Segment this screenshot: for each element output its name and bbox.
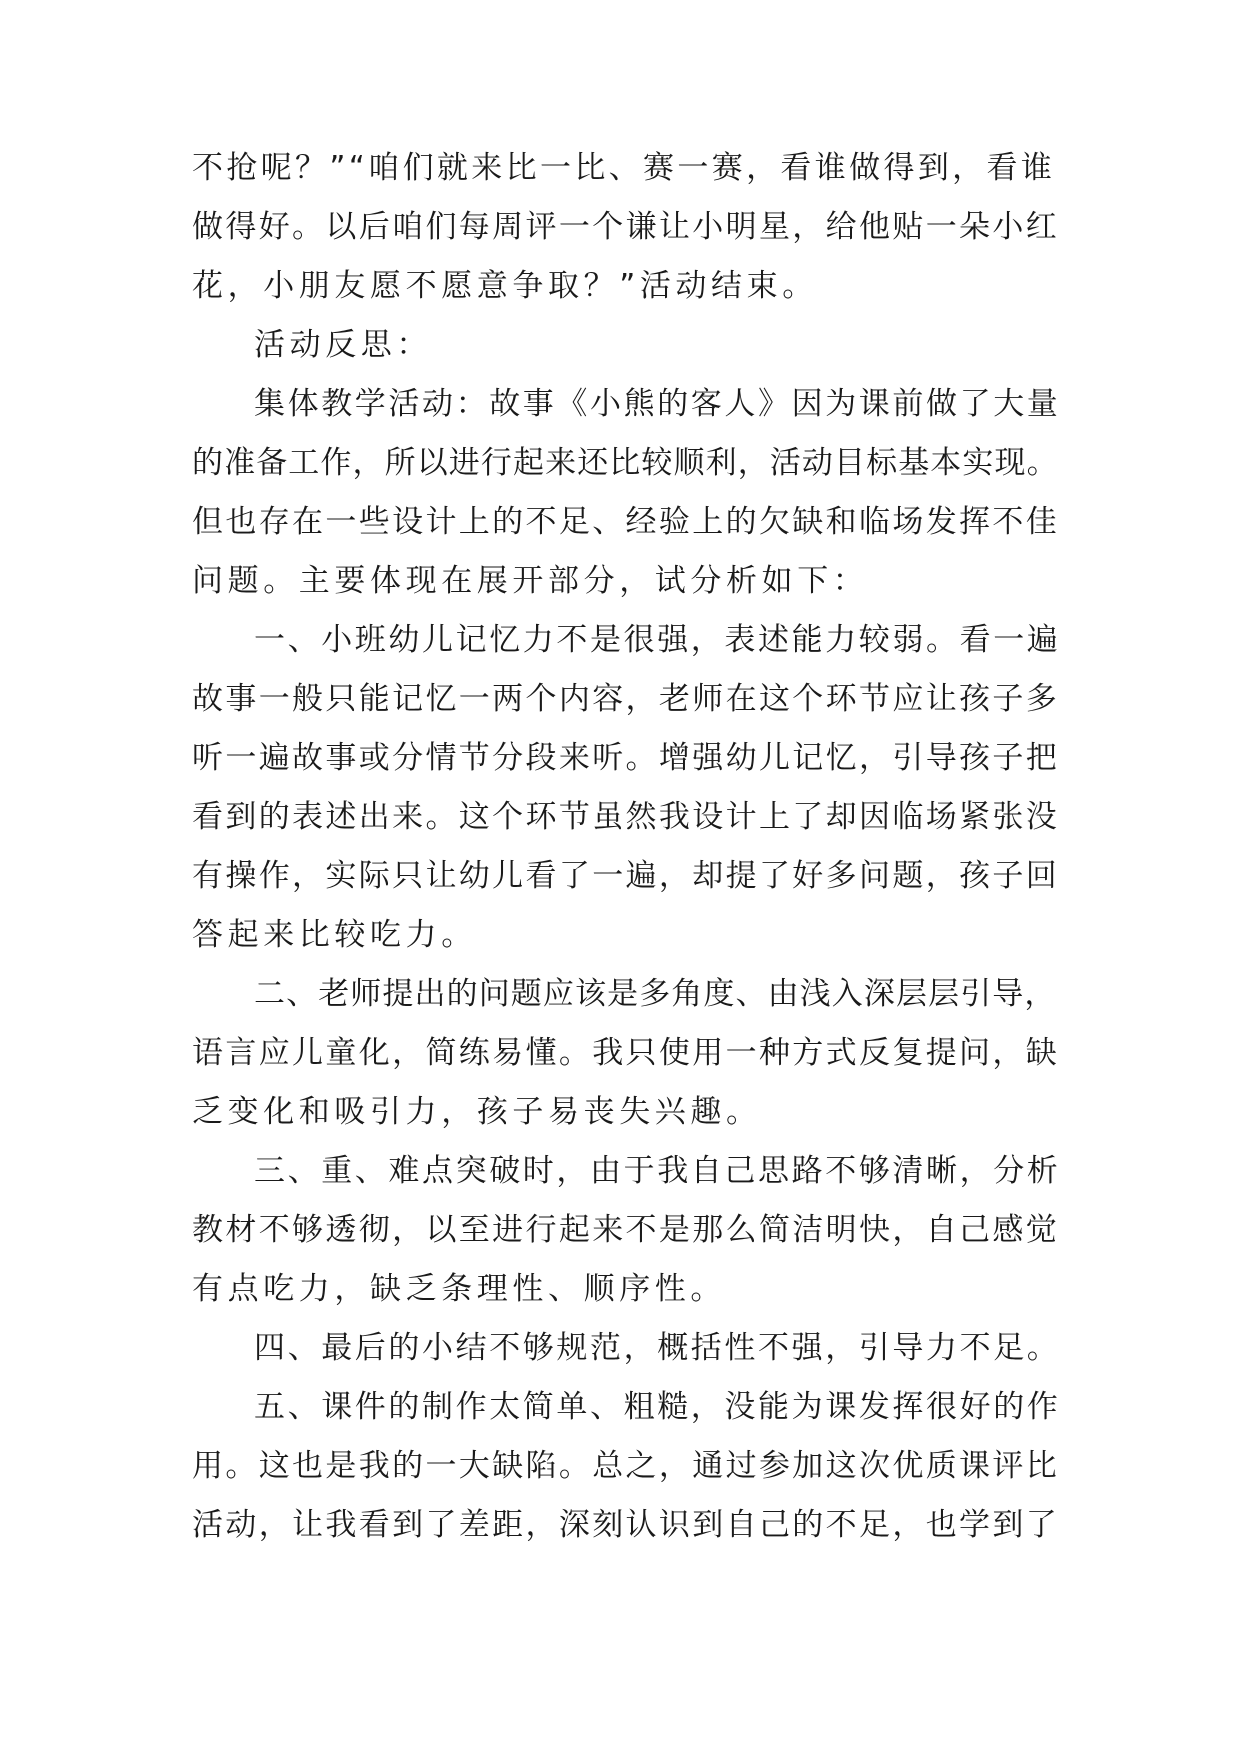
paragraph-start: 二、老师提出的问题应该是多角度、由浅入深层层引导， xyxy=(254,976,1057,1012)
text-line: 活动，让我看到了差距，深刻认识到自己的不足，也学到了 xyxy=(192,1507,1060,1543)
paragraph-start: 一、小班幼儿记忆力不是很强，表述能力较弱。看一遍 xyxy=(254,622,1061,658)
paragraph-start: 五、课件的制作太简单、粗糙，没能为课发挥很好的作 xyxy=(254,1389,1061,1425)
text-line: 教材不够透彻，以至进行起来不是那么简洁明快，自己感觉 xyxy=(192,1212,1060,1248)
text-line: 的准备工作，所以进行起来还比较顺利，活动目标基本实现。 xyxy=(192,445,1059,481)
text-line: 看到的表述出来。这个环节虽然我设计上了却因临场紧张没 xyxy=(192,799,1060,835)
section-heading-reflection: 活动反思： xyxy=(254,327,432,363)
paragraph-start: 四、最后的小结不够规范，概括性不强，引导力不足。 xyxy=(254,1330,1061,1366)
text-line: 不抢呢？”“咱们就来比一比、赛一赛，看谁做得到，看谁 xyxy=(192,150,1056,186)
text-line: 听一遍故事或分情节分段来听。增强幼儿记忆，引导孩子把 xyxy=(192,740,1060,776)
text-line: 语言应儿童化，简练易懂。我只使用一种方式反复提问，缺 xyxy=(192,1035,1060,1071)
paragraph-start: 集体教学活动：故事《小熊的客人》因为课前做了大量 xyxy=(254,386,1061,422)
text-line: 问题。主要体现在展开部分，试分析如下： xyxy=(192,563,869,599)
text-line: 有操作，实际只让幼儿看了一遍，却提了好多问题，孩子回 xyxy=(192,858,1060,894)
paragraph-start: 三、重、难点突破时，由于我自己思路不够清晰，分析 xyxy=(254,1153,1061,1189)
text-line: 用。这也是我的一大缺陷。总之，通过参加这次优质课评比 xyxy=(192,1448,1060,1484)
text-line: 答起来比较吃力。 xyxy=(192,917,477,953)
text-line: 故事一般只能记忆一两个内容，老师在这个环节应让孩子多 xyxy=(192,681,1060,717)
text-line: 有点吃力，缺乏条理性、顺序性。 xyxy=(192,1271,726,1307)
text-line: 花，小朋友愿不愿意争取？”活动结束。 xyxy=(192,268,818,304)
text-line: 但也存在一些设计上的不足、经验上的欠缺和临场发挥不佳 xyxy=(192,504,1060,540)
text-line: 做得好。以后咱们每周评一个谦让小明星，给他贴一朵小红 xyxy=(192,209,1060,245)
text-line: 乏变化和吸引力，孩子易丧失兴趣。 xyxy=(192,1094,762,1130)
